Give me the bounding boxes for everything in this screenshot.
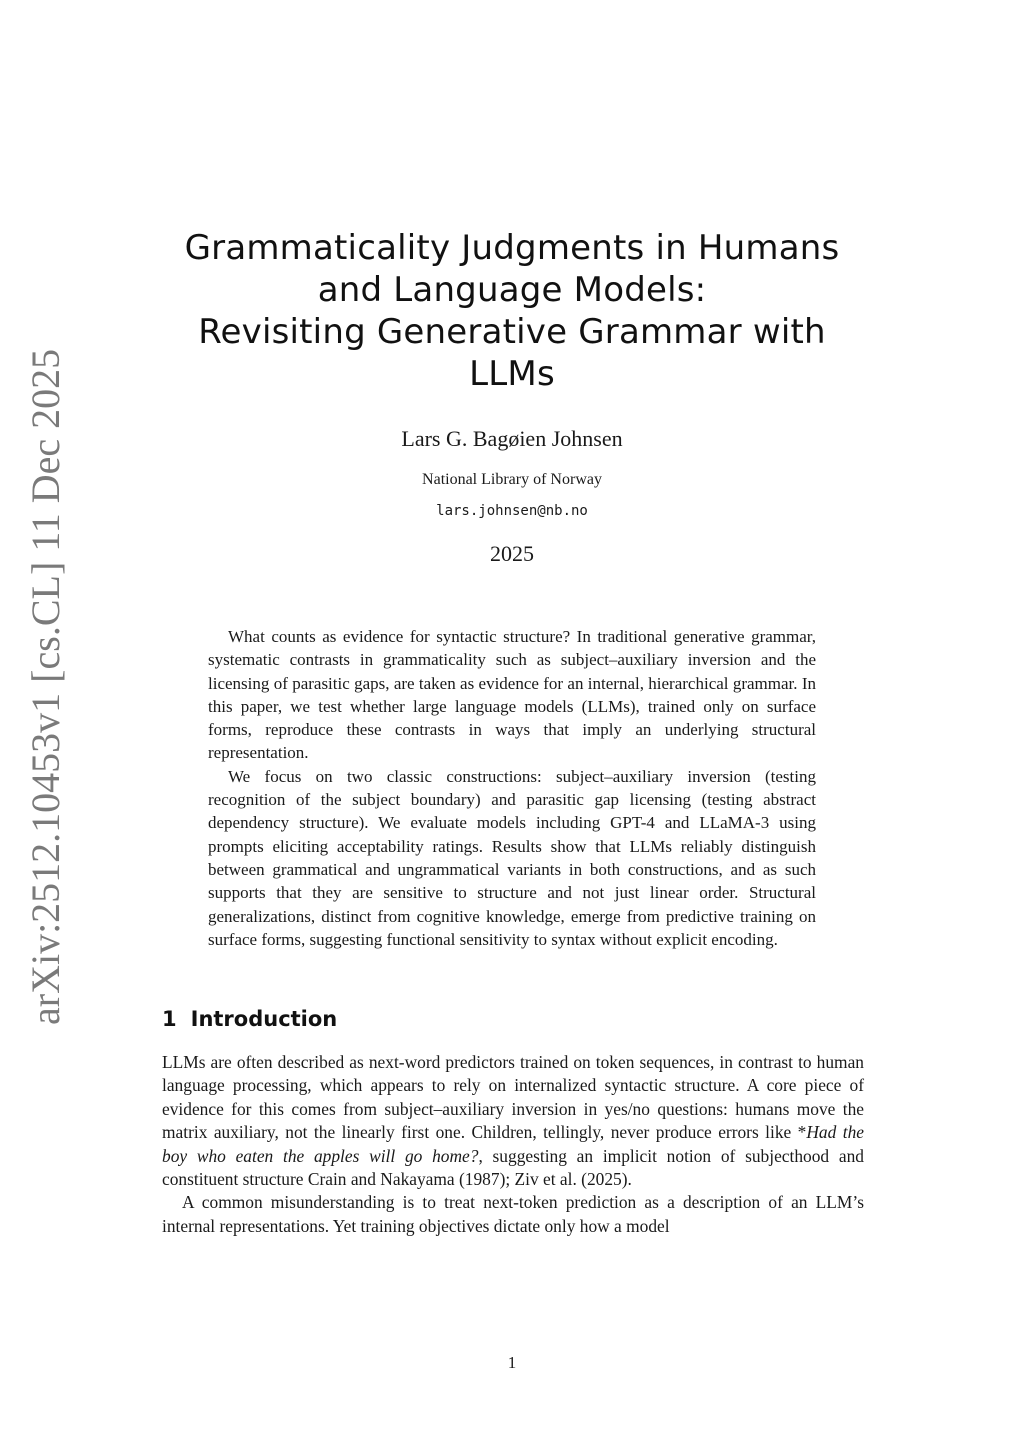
abstract-paragraph: What counts as evidence for syntactic structure? In traditional generative grammar, systematic contrasts in grammaticality such as subject–auxiliary inversion and the licensing of parasitic gaps, are taken as evidence for an internal, hierarchical grammar. In this paper, we test whether large language models (LLMs), trained only on surface forms, reproduce these contrasts in ways that imply an underlying structural representation. [208,627,816,763]
arxiv-identifier-stamp[interactable]: arXiv:2512.10453v1 [cs.CL] 11 Dec 2025 [23,348,68,1025]
section-number: 1 [162,1007,177,1031]
author-name: Lars G. Bagøien Johnsen [401,426,623,451]
example-sentence: Had the boy who eaten the apples will go home? [162,1122,864,1166]
page-number: 1 [507,1353,517,1372]
paper-title [162,227,862,395]
body-paragraph: A common misunderstanding is to treat next-token prediction as a description of an LLM’s internal representations. Yet training objectives dictate only how a model [162,1192,864,1236]
body-text-run: LLMs are often described as next-word predictors trained on token sequences, in contrast to human language processing, which appears to rely on internalized syntactic structure. A core piece of evidence for this comes from subject–auxiliary inversion in yes/no questions: humans move the matrix auxiliary, not the linearly first one. Children, tellingly, never produce errors like * [162,1052,864,1143]
title-line: LLMs [469,354,555,394]
author-email[interactable]: lars.johnsen@nb.no [436,503,588,519]
introduction-body [162,1051,864,1238]
title-line: Grammaticality Judgments in Humans [184,228,840,268]
abstract-paragraph: We focus on two classic constructions: subject–auxiliary inversion (testing recognition of the subject boundary) and parasitic gap licensing (testing abstract dependency structure). We evaluate models including GPT-4 and LLaMA-3 using prompts eliciting acceptability ratings. Results show that LLMs reliably distinguish between grammatical and ungrammatical variants in both constructions, and as such supports that they are sensitive to structure and not just linear order. Structural generalizations, distinct from cognitive knowledge, emerge from predictive training on surface forms, suggesting functional sensitivity to syntax without explicit encoding. [208,766,816,949]
title-line: and Language Models: [317,270,707,310]
body-text-run: , suggesting an implicit notion of subjecthood and constituent structure Crain and Nakayama (1987); Ziv et al. (2025). [162,1145,864,1190]
author-affiliation: National Library of Norway [422,471,602,488]
publication-date: 2025 [490,541,534,566]
abstract [208,625,816,951]
section-title: Introduction [190,1007,338,1031]
section-heading-introduction [162,1004,337,1034]
body-paragraph [162,1051,864,1191]
title-line: Revisiting Generative Grammar with [198,312,826,352]
